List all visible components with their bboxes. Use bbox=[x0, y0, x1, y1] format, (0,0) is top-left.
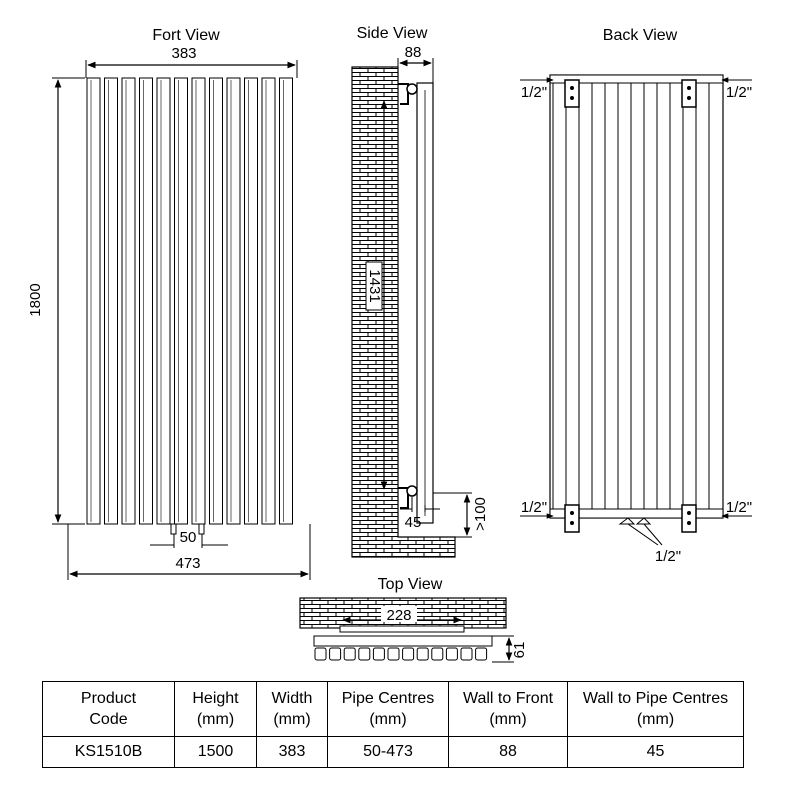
pipe-spacing-label: 50 bbox=[179, 529, 197, 546]
top-view-title: Top View bbox=[377, 576, 443, 593]
top-tube bbox=[330, 648, 341, 660]
front-tube bbox=[175, 78, 188, 524]
top-tube bbox=[417, 648, 428, 660]
back-bracket-bottom-right bbox=[682, 505, 696, 532]
front-tube bbox=[122, 78, 135, 524]
table-cell: 1500 bbox=[175, 737, 257, 768]
front-valve-right bbox=[199, 524, 204, 534]
table-cell: 383 bbox=[257, 737, 328, 768]
top-tube bbox=[315, 648, 326, 660]
top-width-label: 228 bbox=[386, 607, 412, 624]
table-header: Wall to Front (mm) bbox=[449, 682, 568, 737]
front-valve-left bbox=[171, 524, 176, 534]
back-bracket-top-left bbox=[565, 80, 579, 107]
front-tube bbox=[157, 78, 170, 524]
front-tube bbox=[245, 78, 258, 524]
product-table bbox=[42, 681, 744, 768]
bracket-span-label: 1431 bbox=[366, 269, 384, 303]
back-label-top-right: 1/2" bbox=[725, 84, 753, 101]
back-bracket-bottom-left bbox=[565, 505, 579, 532]
top-view bbox=[300, 576, 528, 662]
top-bracket-fixing bbox=[407, 84, 417, 94]
top-tube bbox=[432, 648, 443, 660]
table-header: Width (mm) bbox=[257, 682, 328, 737]
front-tube bbox=[262, 78, 275, 524]
front-tube-group bbox=[87, 78, 293, 524]
side-view bbox=[352, 25, 489, 557]
pipe-offset-label: 45 bbox=[404, 514, 422, 531]
front-view bbox=[27, 27, 310, 580]
table-cell: KS1510B bbox=[43, 737, 175, 768]
table-cell: 88 bbox=[449, 737, 568, 768]
side-depth-label: 88 bbox=[404, 44, 422, 61]
bottom-bracket-fixing bbox=[407, 486, 417, 496]
wall bbox=[352, 67, 455, 557]
front-height-label: 1800 bbox=[27, 283, 44, 317]
top-tube bbox=[388, 648, 399, 660]
overall-width-label: 473 bbox=[175, 555, 201, 572]
top-tube bbox=[403, 648, 414, 660]
front-view-title: Fort View bbox=[152, 27, 220, 44]
table-cell: 50-473 bbox=[328, 737, 449, 768]
table-header: Pipe Centres (mm) bbox=[328, 682, 449, 737]
table-row bbox=[43, 737, 744, 768]
top-tube bbox=[344, 648, 355, 660]
front-tube bbox=[192, 78, 205, 524]
floor-clearance-label: >100 bbox=[472, 497, 489, 531]
front-tube bbox=[87, 78, 100, 524]
front-tube bbox=[210, 78, 223, 524]
front-tube bbox=[140, 78, 153, 524]
table-header-row bbox=[43, 682, 744, 737]
back-view-title: Back View bbox=[602, 27, 678, 44]
top-bracket bbox=[398, 84, 408, 104]
side-view-title: Side View bbox=[356, 25, 428, 42]
back-bracket-top-right bbox=[682, 80, 696, 107]
table-cell: 45 bbox=[568, 737, 744, 768]
top-tube bbox=[446, 648, 457, 660]
table-header: Product Code bbox=[43, 682, 175, 737]
back-label-bottom-right: 1/2" bbox=[725, 499, 753, 516]
top-tube bbox=[359, 648, 370, 660]
table-header: Height (mm) bbox=[175, 682, 257, 737]
front-width-label: 383 bbox=[171, 45, 197, 62]
table-header: Wall to Pipe Centres (mm) bbox=[568, 682, 744, 737]
front-tube bbox=[105, 78, 118, 524]
front-tube bbox=[227, 78, 240, 524]
top-tube bbox=[461, 648, 472, 660]
top-radiator-body bbox=[314, 636, 492, 646]
top-tube-group bbox=[315, 648, 487, 660]
back-label-top-left: 1/2" bbox=[520, 84, 548, 101]
back-view bbox=[520, 27, 752, 565]
top-tube bbox=[476, 648, 487, 660]
back-label-valves: 1/2" bbox=[654, 548, 682, 565]
top-tube bbox=[373, 648, 384, 660]
top-depth-label: 61 bbox=[511, 641, 528, 659]
front-tube bbox=[280, 78, 293, 524]
back-label-bottom-left: 1/2" bbox=[520, 499, 548, 516]
back-frame bbox=[550, 75, 723, 518]
